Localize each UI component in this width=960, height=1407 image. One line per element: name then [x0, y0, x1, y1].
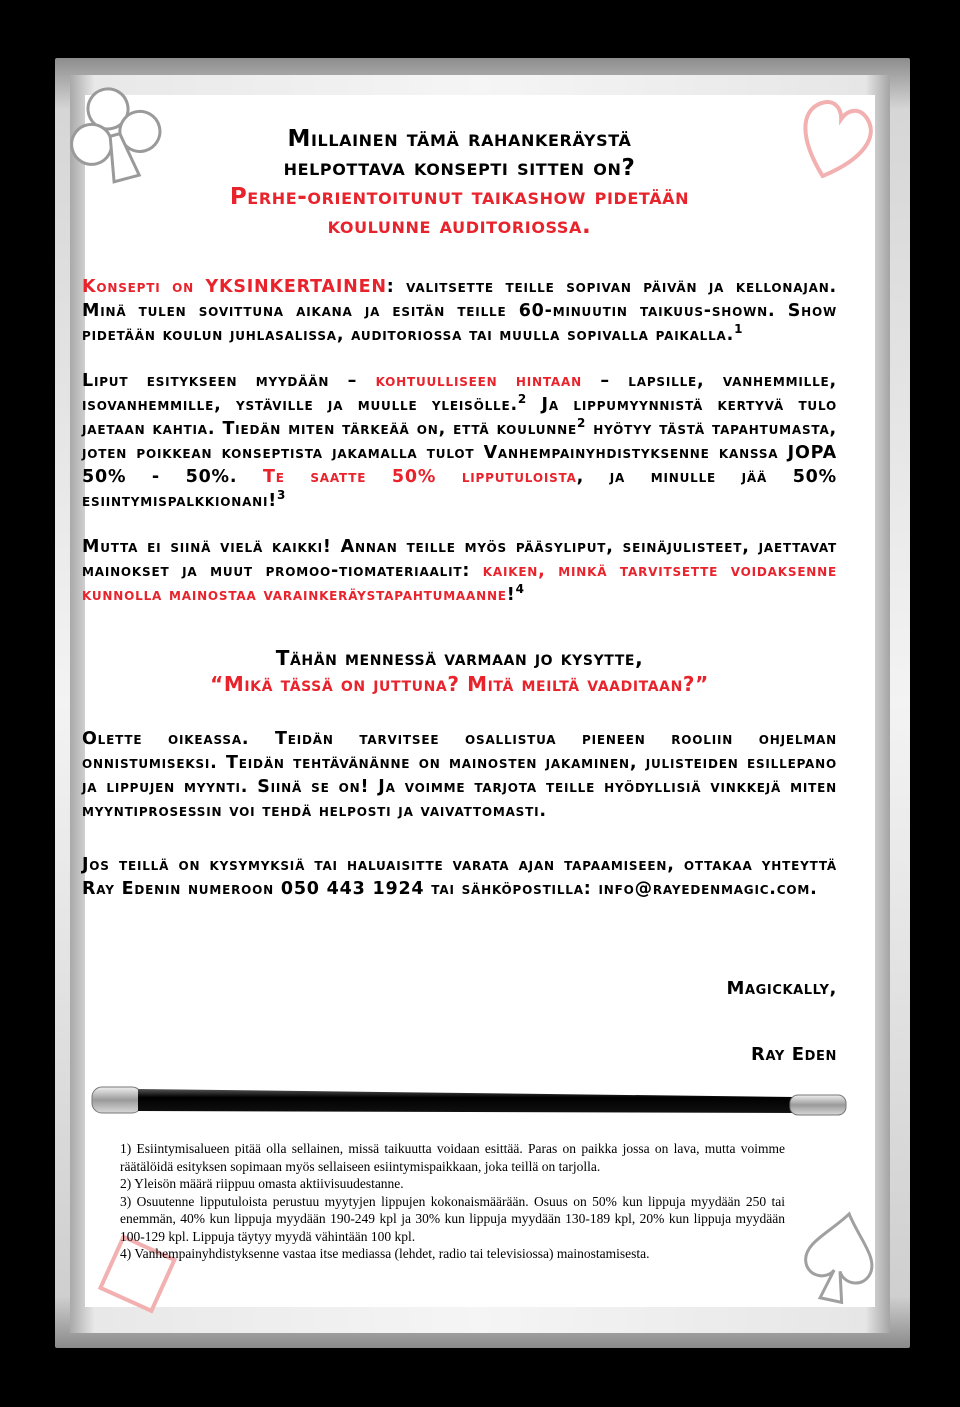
- promo-text-1: Mutta ei siinä vielä kaikki! Annan teille myös pääsyliput, seinäjulisteet, jaettavat mainokset ja muut promoo-tiomateriaalit:: [82, 537, 837, 581]
- footnote-ref-2b: 2: [576, 416, 587, 430]
- footnote-ref-1: 1: [734, 322, 744, 336]
- letter-content: [82, 125, 837, 901]
- tickets-text-5: , ja minulle jää 50% esiintymispalkkionani!: [82, 467, 837, 511]
- footnotes: [120, 1140, 785, 1263]
- tickets-text-1: Liput esitykseen myydään –: [82, 371, 376, 391]
- magic-wand: [90, 1085, 850, 1121]
- footnote-ref-4: 4: [515, 582, 525, 596]
- paragraph-concept: [82, 275, 837, 347]
- footnote-2: 2) Yleisön määrä riippuu omasta aktiivisuudestanne.: [120, 1176, 404, 1191]
- spade-icon: [795, 1205, 885, 1310]
- signature: Ray Eden: [750, 1044, 837, 1065]
- subheading: [82, 645, 837, 697]
- footnote-ref-2: 2: [517, 392, 528, 406]
- headline-line-1: Millainen tämä rahankeräystä: [287, 126, 632, 152]
- closing: Magickally,: [726, 978, 837, 999]
- footnote-ref-3: 3: [277, 488, 287, 502]
- promo-text-2: !: [506, 585, 516, 605]
- footnote-1: 1) Esiintymisalueen pitää olla sellainen, missä taikuutta voidaan esittää. Paras on paikka jossa on lava, mutta voimme räätälöidä esityksen sopimaan myös sellaiseen esiintymispaikkaan, joka teillä on tarjolla.: [120, 1141, 785, 1174]
- tickets-share: Te saatte 50% lipputuloista: [262, 467, 577, 487]
- paragraph-contact: Jos teillä on kysymyksiä tai haluaisitte varata ajan tapaamiseen, ottakaa yhteyttä Ray Edenin numeroon 050 443 1924 tai sähköpostilla: info@rayedenmagic.com.: [82, 855, 837, 899]
- paragraph-tickets: [82, 369, 837, 513]
- tickets-text-3: Ja lippumyynnistä kertyvä tulo jaetaan kahtia. Tiedän miten tärkeää on, että koulunne: [82, 395, 838, 439]
- concept-lead: Konsepti on: [82, 277, 206, 297]
- footnote-4: 4) Vanhempainyhdistyksenne vastaa itse mediassa (lehdet, radio tai televisiossa) mainostamisesta.: [120, 1246, 650, 1261]
- promo-highlight: kaiken, minkä tarvitsette voidaksenne kunnolla mainostaa varainkeräystapahtumaanne: [82, 561, 837, 605]
- paragraph-promo: [82, 535, 837, 607]
- concept-text-2: Minä tulen sovittuna aikana ja esitän teille 60-minuutin taikuus-shown. Show pidetään koulun juhlasalissa, auditoriossa tai muulla sopivalla paikalla.: [82, 301, 837, 345]
- headline-line-2: helpottava konsepti sitten on?: [283, 155, 636, 181]
- headline: [82, 125, 837, 241]
- footnote-3: 3) Osuutenne lipputuloista perustuu myytyjen lippujen kokonaismäärään. Osuus on 50% kun lippuja myydään 250 tai enemmän, 40% kun lippuja myydään 190-249 kpl ja 30% kun lippuja myydään 130-189 kpl, 20% kun lippuja myydään 100-129 kpl. Lippuja täytyy myydä vähintään 100 kpl.: [120, 1193, 785, 1244]
- tickets-text-4: hyötyy tästä tapahtumasta, joten poikkean konseptista jakamalla tulot Vanhempainyhdistyksenne kanssa JOPA 50% - 50%.: [82, 419, 837, 487]
- paragraph-role: Olette oikeassa. Teidän tarvitsee osallistua pieneen rooliin ohjelman onnistumiseksi. Teidän tehtävänänne on mainosten jakaminen, julisteiden esillepano ja lippujen myynti. Siinä se on! Ja voimme tarjota teille hyödyllisiä vinkkejä miten myyntiprosessin voi tehdä helposti ja vaivattomasti.: [82, 729, 837, 821]
- concept-simple: YKSINKERTAINEN: [205, 277, 387, 297]
- tickets-price: kohtuulliseen hintaan: [375, 371, 582, 391]
- concept-text-1: : valitsette teille sopivan päivän ja kellonajan.: [386, 277, 837, 297]
- subheading-line-1: Tähän mennessä varmaan jo kysytte,: [275, 646, 644, 670]
- subheading-line-2: “Mikä tässä on juttuna? Mitä meiltä vaaditaan?”: [210, 672, 709, 696]
- headline-line-3: Perhe-orientoitunut taikashow pidetään: [229, 184, 690, 210]
- headline-line-4: koulunne auditoriossa.: [327, 213, 592, 239]
- tickets-text-2: – lapsille, vanhemmille, isovanhemmille, ystäville ja muulle yleisölle.: [82, 371, 837, 415]
